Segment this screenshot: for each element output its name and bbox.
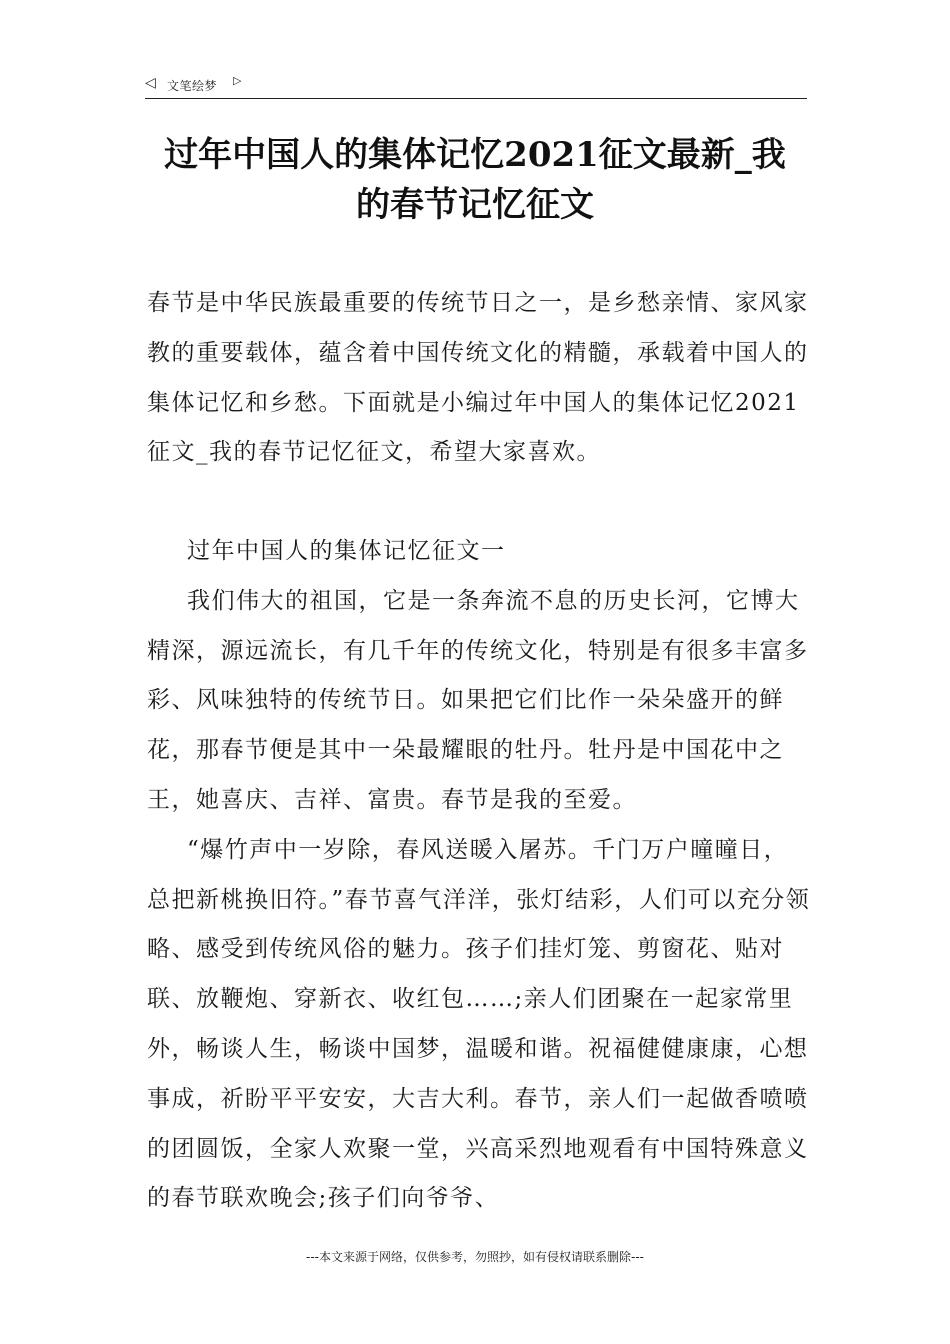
document-title xyxy=(100,130,850,230)
triangle-right-icon: ▷ xyxy=(233,74,242,87)
intro-block xyxy=(147,279,812,478)
section-heading: 过年中国人的集体记忆征文一 xyxy=(187,538,506,564)
header-brand: 文笔绘梦 xyxy=(167,79,218,93)
essay-paragraph-2: “爆竹声中一岁除，春风送暖入屠苏。千门万户曈曈日，总把新桃换旧符。”春节喜气洋洋，张灯结彩，人们可以充分领略、感受到传统风俗的魅力。孩子们挂灯笼、剪窗花、贴对联、放鞭炮、穿新衣、收红包……;亲人们团聚在一起家常里外，畅谈人生，畅谈中国梦，温暖和谐。祝福健健康康，心想事成，祈盼平平安安，大吉大利。春节，亲人们一起做香喷喷的团圆饭，全家人欢聚一堂，兴高采烈地观看有中国特殊意义的春节联欢晚会;孩子们向爷爷、 xyxy=(147,836,811,1212)
essay-section xyxy=(147,527,812,1224)
page-header xyxy=(145,72,807,99)
page-footer: ---本文来源于网络，仅供参考，勿照抄，如有侵权请联系删除--- xyxy=(306,1250,644,1264)
title-line-2: 的春节记忆征文 xyxy=(356,185,594,225)
essay-paragraph-1: 我们伟大的祖国，它是一条奔流不息的历史长河，它博大精深，源远流长，有几千年的传统文化，特别是有很多丰富多彩、风味独特的传统节日。如果把它们比作一朵朵盛开的鲜花，那春节便是其中一朵最耀眼的牡丹。牡丹是中国花中之王，她喜庆、吉祥、富贵。春节是我的至爱。 xyxy=(147,587,809,813)
triangle-left-icon: ◁ xyxy=(145,75,156,91)
title-line-1: 过年中国人的集体记忆2021征文最新_我 xyxy=(164,135,786,175)
intro-paragraph: 春节是中华民族最重要的传统节日之一，是乡愁亲情、家风家教的重要载体，蕴含着中国传统文化的精髓，承载着中国人的集体记忆和乡愁。下面就是小编过年中国人的集体记忆2021征文_我的春节记忆征文，希望大家喜欢。 xyxy=(147,290,809,466)
